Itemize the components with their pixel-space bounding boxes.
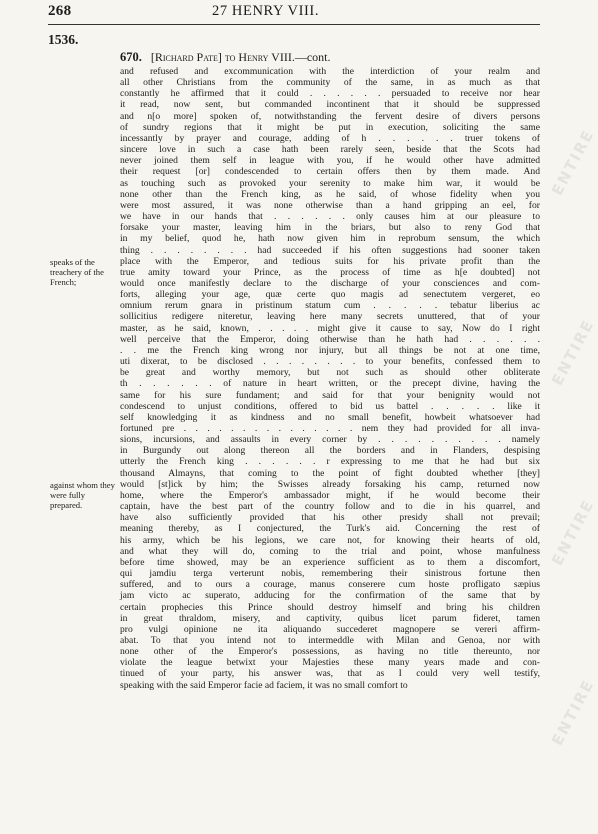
text-line: certain prophecies this Prince should destroy himself and bring his children	[120, 601, 540, 613]
text-line: incessantly by prayer and courage, adding of h . . . . . . truer tokens of	[120, 132, 540, 144]
text-line: forsake your master, leaving him in the briars, but also to reny God that	[120, 222, 540, 234]
text-line: suffered, and to ours a courage, manus conserere cum hoste profligato sæpius	[120, 579, 540, 591]
page-header	[0, 0, 567, 56]
text-line: qui jamdiu terga verterunt nobis, remembering their sinistrous fortune then	[120, 568, 540, 580]
text-line: captain, have the best part of the country follow and to die in his quarrel, and	[120, 501, 540, 513]
entry-title: [Richard Pate] to Henry VIII.	[150, 50, 295, 64]
text-line: place with the Emperor, and tedious suits for his private profit than the	[120, 255, 540, 267]
text-line: his army, which be his legions, we care not, for knowing their hearts of old,	[120, 534, 540, 546]
text-line: speaking with the said Emperor facie ad faciem, it was no small comfort to	[120, 679, 408, 691]
text-line: of sundry regions that it might be put in execution, soliciting the same	[120, 121, 540, 133]
text-line: tinued of your party, his answer was, that as I could very well testify,	[120, 668, 540, 680]
text-line: in great thraldom, misery, and captivity, quibus licet parum fideret, tamen	[120, 612, 540, 624]
text-line: thousand Almayns, that coming to the point of fight doubted whether [they]	[120, 467, 540, 479]
text-line: self knowledging it as kindness and no small benefit, howbeit whatsoever had	[120, 411, 540, 423]
text-line: sions, incursions, and assaults in every corner by . . . . . . . . . . namely	[120, 434, 540, 446]
text-line: it read, now sent, but commanded incontinent that it should be suppressed	[120, 99, 540, 111]
text-line: have also sufficiently provided that his other presidy shall not prevail;	[120, 512, 540, 524]
text-line: as touching such as provoked your serenity to make him war, it would be	[120, 177, 540, 189]
text-line: sincere love in such a case hath been rarely seen, beside that the Scots had	[120, 144, 540, 156]
text-line: condescend to unjust conditions, offered to bid us battel . . . . . like it	[120, 400, 540, 412]
text-line: true amity toward your Prince, as the process of time as h[e doubted] not	[120, 266, 540, 278]
text-line: we have in our hands that . . . . . . only causes him at our pleasure to	[120, 211, 540, 223]
running-head: 27 HENRY VIII.	[212, 3, 320, 19]
page-number: 268	[48, 3, 72, 19]
text-line: and what they will do, coming to the trial and point, whose manfulness	[120, 545, 540, 557]
text-line: th . . . . . . of nature in heart written, or the precept divine, having the	[120, 378, 540, 390]
text-line: well perceive that the Emperor, doing otherwise than he hath had . . . . . .	[120, 333, 540, 345]
text-line: would once manifestly declare to the discharge of your consciences and com-	[120, 277, 540, 289]
watermark: ENTIRE	[548, 126, 598, 199]
text-line: and n[o more] spoken of, notwithstanding the fervent desire of divers persons	[120, 110, 540, 122]
text-line: violate the league betwixt your Majesties these many years made and con-	[120, 657, 540, 669]
text-line: abat. To that you intend not to intermeddle with Milan and Genoa, nor with	[120, 634, 540, 646]
entry-continued: —cont.	[294, 50, 331, 64]
text-line: in Burgundy out along thereon all the borders and in Flanders, despising	[120, 445, 540, 457]
entry-number: 670.	[120, 50, 142, 64]
text-line: constantly he affirmed that it could . . . . . . persuaded to receive nor hear	[120, 88, 540, 100]
text-line: their request [or] condescended to certain offers then by them made. And	[120, 166, 540, 178]
text-line: in my belief, quod he, hath now given him in reprobum sensum, the which	[120, 233, 540, 245]
text-line: sollicitius redigere niteretur, leaving here many secrets unuttered, that of your	[120, 311, 540, 323]
text-line: uti dixerat, to be disclosed . . . . . . . . to your benefits, confessed them to	[120, 356, 540, 368]
text-line: before time showed, may be an experience sufficient as to them a discomfort,	[120, 556, 540, 568]
text-line: omnium rerum gnara in pristinum statum cum . . . . . tebatur liberius ac	[120, 300, 540, 312]
text-line: fortuned pre . . . . . . . . . . . . . . . nem they had provided for all inva-	[120, 423, 540, 434]
margin-note: speaks of the treachery of the French;	[50, 257, 104, 287]
text-line: meaning thereby, as I conjectured, the Turk's aid. Concerning the rest of	[120, 523, 540, 535]
text-line: none other than the French king, as he said, of whose fidelity when you	[120, 188, 540, 200]
text-line: jam victo ac superato, adducing for the confirmation of the same that by	[120, 590, 540, 602]
header-rule	[48, 24, 540, 25]
text-line: would [st]ick by him; the Swisses already forsaking his camp, returned now	[120, 478, 540, 490]
watermark: ENTIRE	[548, 316, 598, 389]
letter-body	[120, 66, 540, 691]
text-line: . . me the French king wrong nor injury, but all things be not at one time,	[120, 344, 540, 356]
text-line: were most assured, it was none otherwise than a hand gripping an eel, for	[120, 199, 540, 211]
text-line: none other of the Emperor's possessions, as having no title thereunto, nor	[120, 646, 540, 658]
text-line: master, as he said, known, . . . . . might give it cause to say, Now do I right	[120, 322, 540, 334]
margin-note: against whom they were fully prepared.	[50, 480, 115, 510]
text-line: utterly the French king . . . . . . r expressing to me that he had but six	[120, 456, 540, 468]
text-line: and refused and excommunication with the interdiction of your realm and	[120, 66, 540, 77]
text-line: never joined them self in league with you, if he would other have admitted	[120, 155, 540, 167]
text-line: thing . . . . . . . . had succeeded if his often suggestions had sooner taken	[120, 244, 540, 256]
watermark: ENTIRE	[548, 496, 598, 569]
text-line: forts, alleging your age, quæ certe quo magis ad senectutem vergeret, eo	[120, 289, 540, 301]
text-line: home, where the Emperor's ambassador might, if he would become their	[120, 489, 540, 501]
text-line: same for his sure fundament; and said for that your benignity would not	[120, 389, 540, 401]
text-line: pro vulgi opinione ne ita aliquando succederet magnopere se vereri affirm-	[120, 623, 540, 635]
text-line: all other Christians from the community of the same, in as much as that	[120, 77, 540, 89]
year-label: 1536.	[48, 32, 79, 47]
watermark: ENTIRE	[548, 676, 598, 749]
text-line: be great and worthy memory, but not such as should other obliterate	[120, 367, 540, 379]
entry-heading	[120, 50, 540, 65]
